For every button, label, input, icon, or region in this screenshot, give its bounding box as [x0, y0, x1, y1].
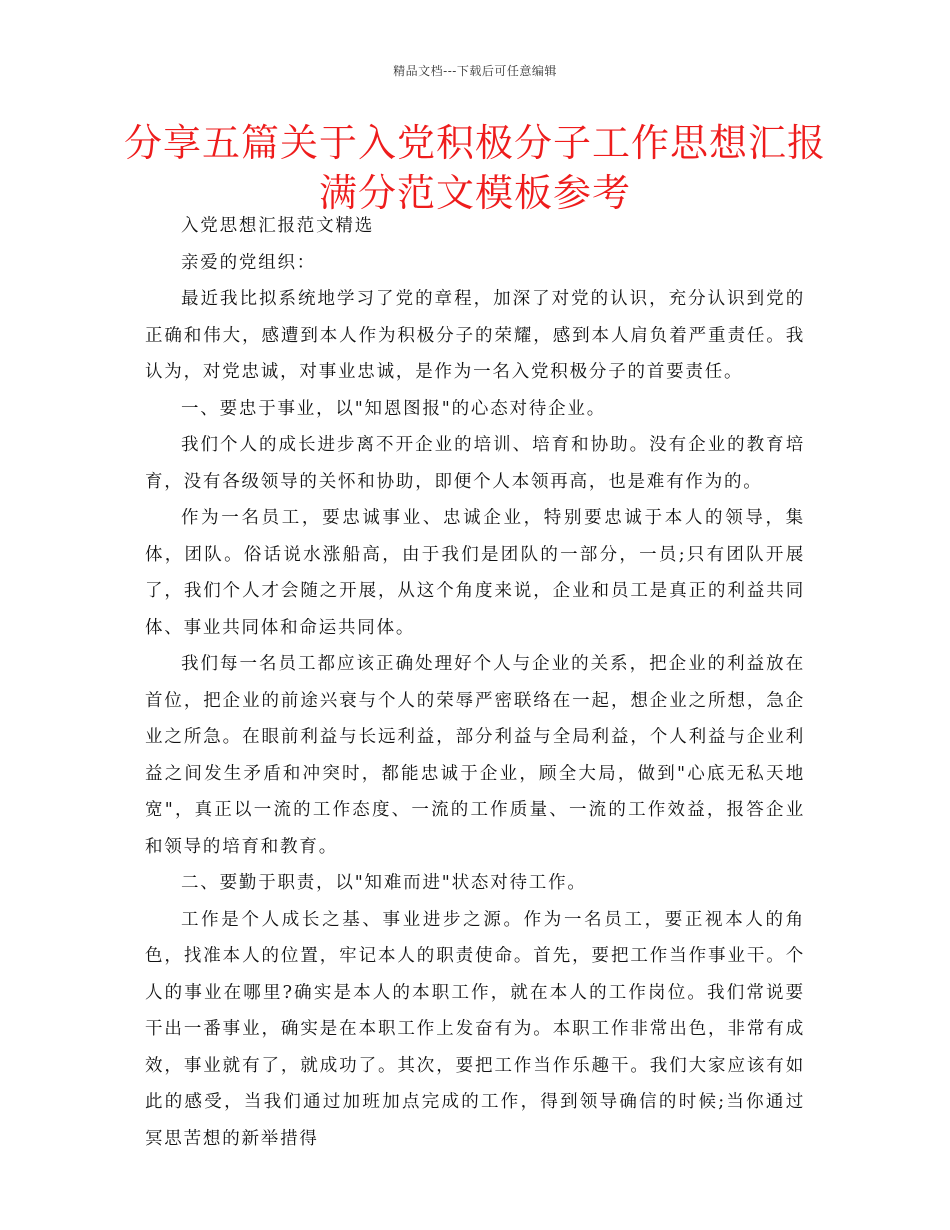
header-note: 精品文档---下载后可任意编辑 — [393, 64, 557, 78]
paragraph-subtitle: 入党思想汇报范文精选 — [181, 216, 374, 236]
paragraph: 我们每一名员工都应该正确处理好个人与企业的关系，把企业的利益放在首位，把企业的前途兴衰与个人的荣辱严密联络在一起，想企业之所想，急企业之所急。在眼前利益与长远利益，部分利益与全局利益，个人利益与企业利益之间发生矛盾和冲突时，都能忠诚于企业，顾全大局，做到"心底无私天地宽"，真正以一流的工作态度、一流的工作质量、一流的工作效益，报答企业和领导的培育和教育。 — [145, 654, 805, 857]
document-title — [90, 118, 860, 218]
section-heading-1: 一、要忠于事业，以"知恩图报"的心态对待企业。 — [181, 398, 606, 419]
paragraph: 我们个人的成长进步离不开企业的培训、培育和协助。没有企业的教育培育，没有各级领导的关怀和协助，即便个人本领再高，也是难有作为的。 — [145, 435, 805, 492]
document-body — [145, 208, 805, 1157]
paragraph-salutation: 亲爱的党组织： — [181, 252, 317, 273]
title-line-1: 分享五篇关于入党积极分子工作思想汇报 — [123, 121, 826, 165]
paragraph: 作为一名员工，要忠诚事业、忠诚企业，特别要忠诚于本人的领导，集体，团队。俗话说水涨船高，由于我们是团队的一部分，一员;只有团队开展了，我们个人才会随之开展，从这个角度来说，企业和员工是真正的利益共同体、事业共同体和命运共同体。 — [145, 508, 805, 638]
paragraph-intro: 最近我比拟系统地学习了党的章程，加深了对党的认识，充分认识到党的正确和伟大，感遭到本人作为积极分子的荣耀，感到本人肩负着严重责任。我认为，对党忠诚，对事业忠诚，是作为一名入党积极分子的首要责任。 — [145, 289, 805, 382]
paragraph: 工作是个人成长之基、事业进步之源。作为一名员工，要正视本人的角色，找准本人的位置，牢记本人的职责使命。首先，要把工作当作事业干。个人的事业在哪里?确实是本人的本职工作，就在本人的工作岗位。我们常说要干出一番事业，确实是在本职工作上发奋有为。本职工作非常出色，非常有成效，事业就有了，就成功了。其次，要把工作当作乐趣干。我们大家应该有如此的感受，当我们通过加班加点完成的工作，得到领导确信的时候;当你通过冥思苦想的新举措得 — [145, 909, 805, 1149]
section-heading-2: 二、要勤于职责，以"知难而进"状态对待工作。 — [181, 873, 587, 893]
title-line-2: 满分范文模板参考 — [318, 171, 631, 215]
